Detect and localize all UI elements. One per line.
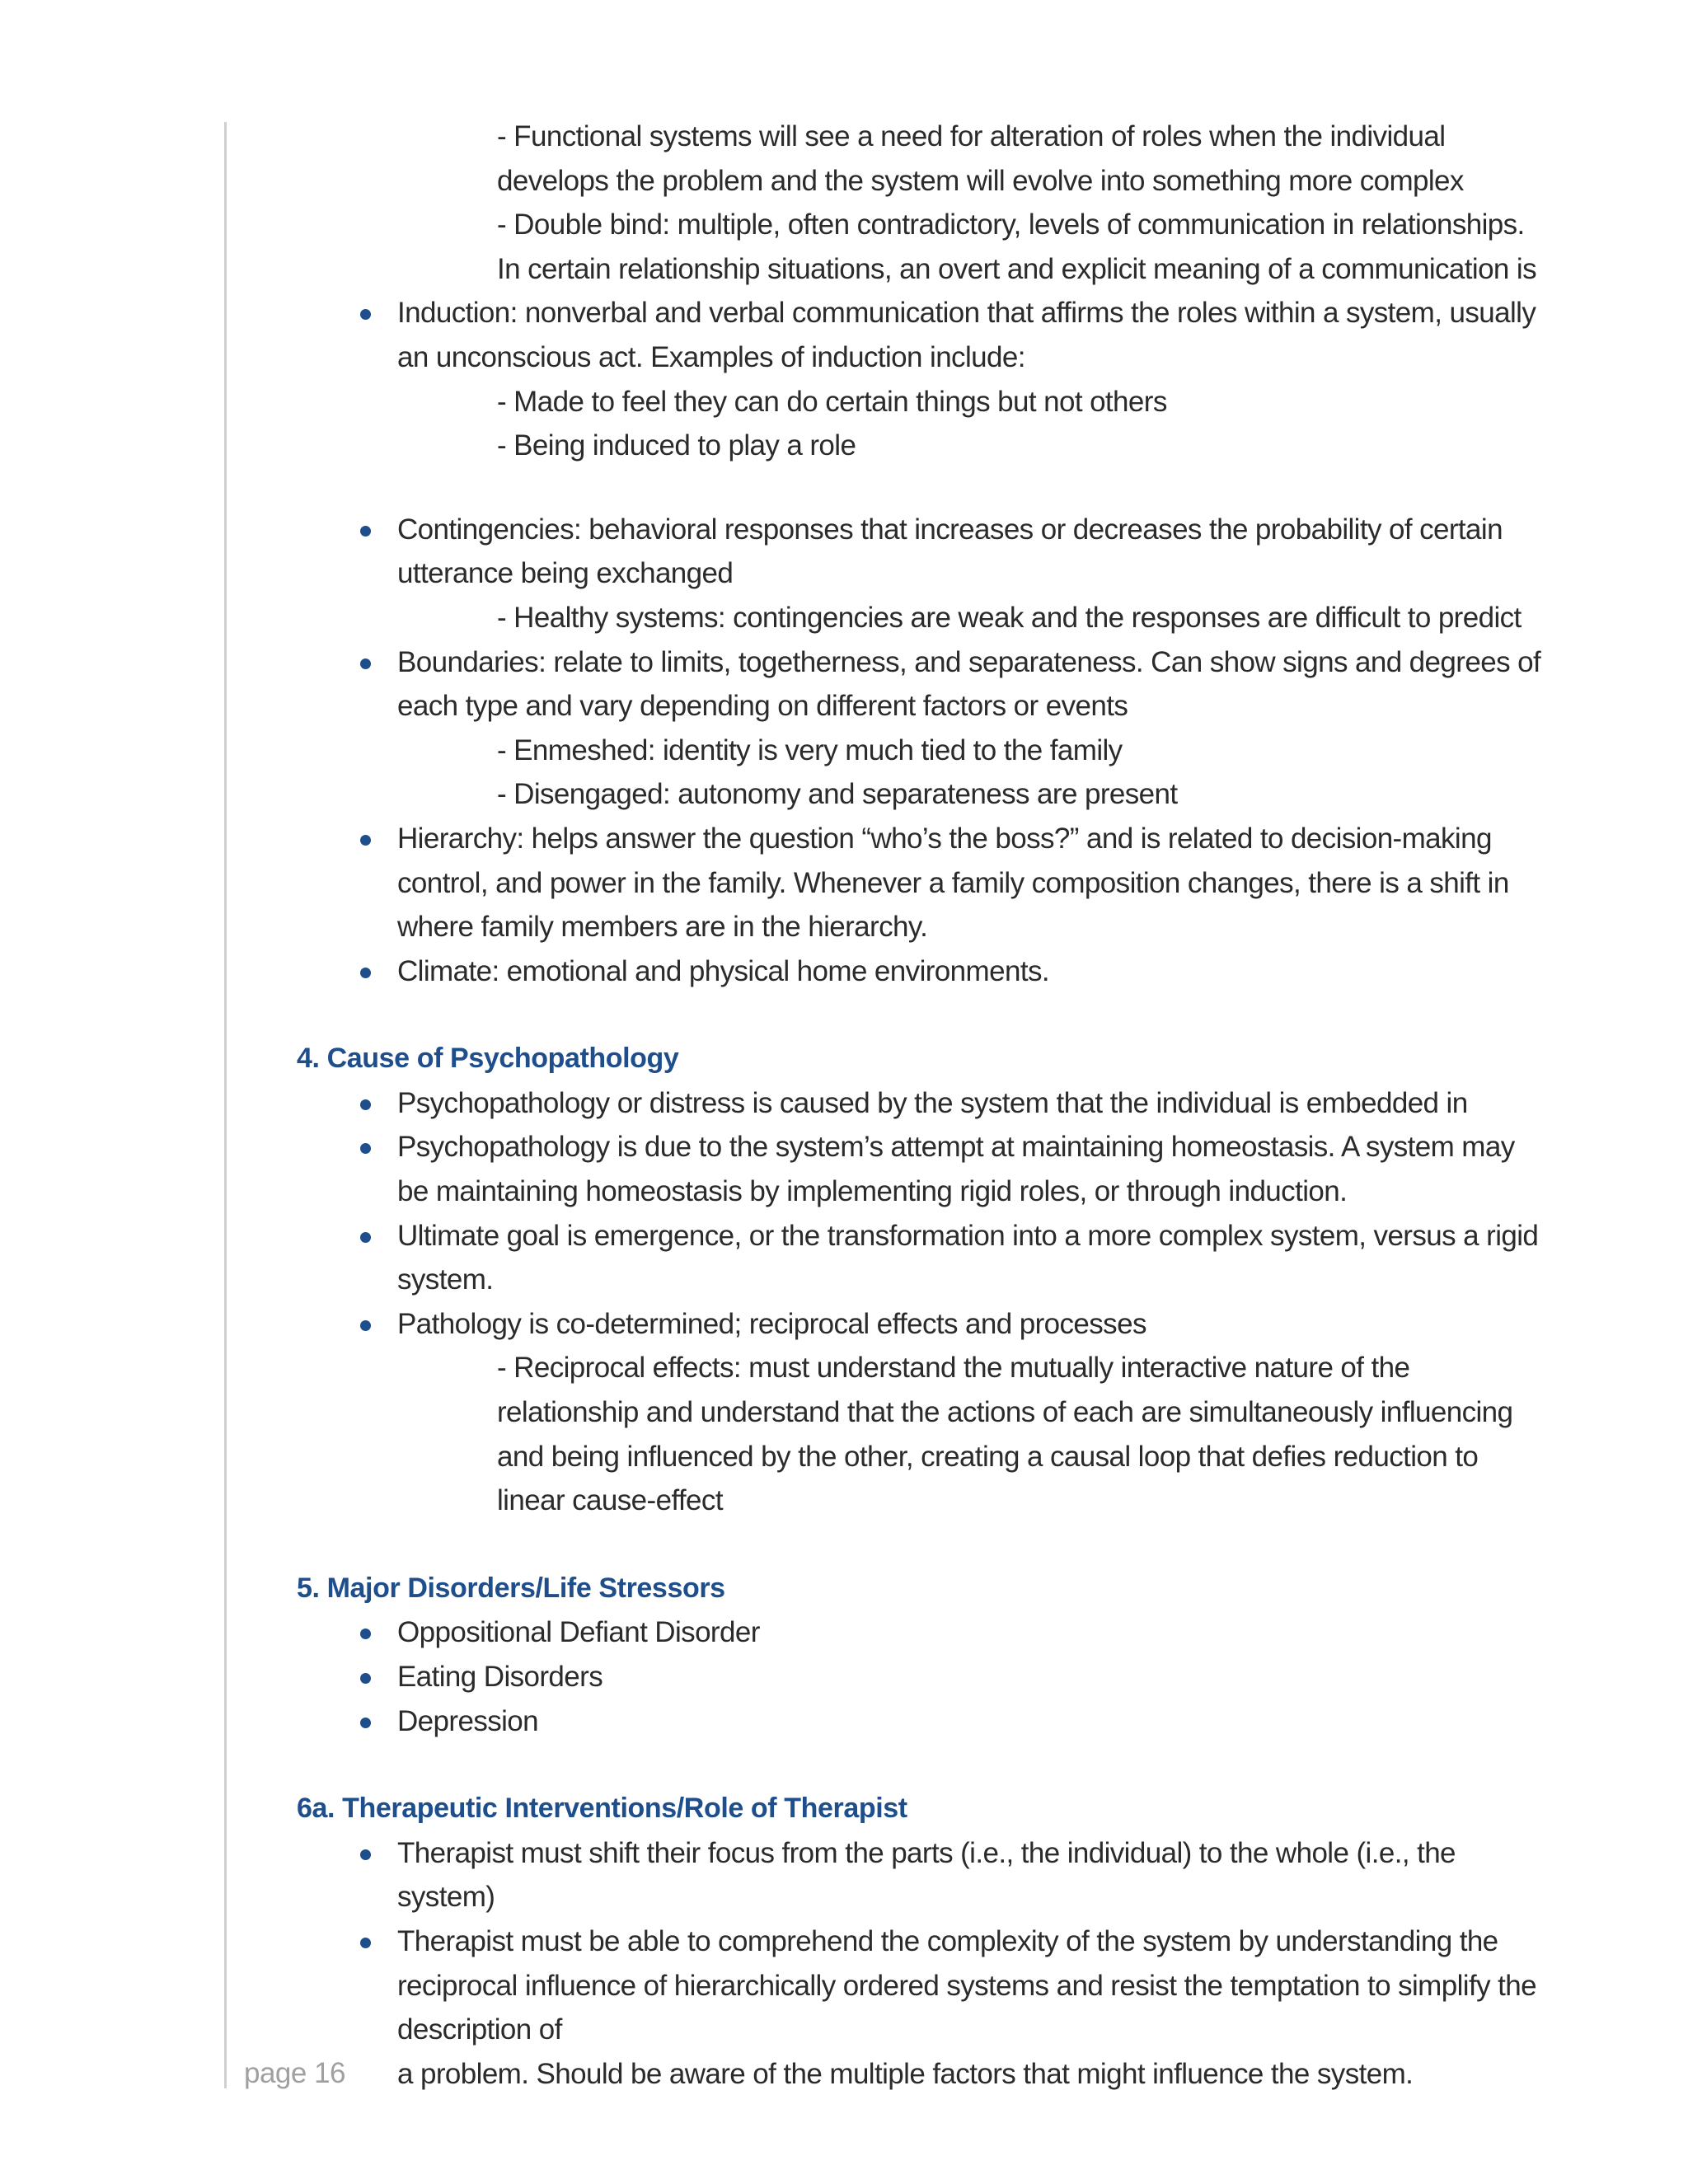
bullet-item: Hierarchy: helps answer the question “who’s the boss?” and is related to decision-making control, and power in the family. Whenever a family composition changes, there is a shift in where family members are in the hierarchy. [397,817,1550,949]
bullet-item: Pathology is co-determined; reciprocal effects and processes [397,1302,1550,1347]
sub-item: - Made to feel they can do certain things but not others [497,385,1167,418]
spacer [297,993,1550,1037]
sub-item: - Being induced to play a role [497,429,856,462]
bullet-item: Climate: emotional and physical home environments. [397,949,1550,994]
bullet-item: Eating Disorders [397,1655,1550,1699]
bullet-item: Depression [397,1699,1550,1744]
bullet-item: Oppositional Defiant Disorder [397,1610,1550,1655]
bullet-item: Psychopathology or distress is caused by the system that the individual is embedded in [397,1081,1550,1126]
left-margin-rule [224,122,227,2088]
bullet-item: Therapist must be able to comprehend the complexity of the system by understanding the reciprocal influence of hierarchically ordered systems and resist the temptation to simplify the description of a problem. Should be aware of the multiple factors that might influence the system. [397,1919,1550,2096]
spacer [297,468,1550,508]
document-body [297,115,1550,2096]
sub-item: - Double bind: multiple, often contradictory, levels of communication in relationships. In certain relationship situations, an overt and explicit meaning of a communication is [497,209,1537,285]
sub-item: - Healthy systems: contingencies are weak and the responses are difficult to predict [497,601,1522,634]
spacer [297,1523,1550,1567]
bullet-item: Induction: nonverbal and verbal communication that affirms the roles within a system, usually an unconscious act. Examples of induction include: [397,291,1550,379]
page-number: page 16 [244,2057,346,2089]
sub-item: - Enmeshed: identity is very much tied to the family [497,733,1123,766]
bullet-item: Boundaries: relate to limits, togetherness, and separateness. Can show signs and degrees of each type and vary depending on different factors or events [397,640,1550,729]
section-heading: 5. Major Disorders/Life Stressors [297,1572,725,1604]
section-heading: 6a. Therapeutic Interventions/Role of Therapist [297,1793,907,1825]
bullet-item: Ultimate goal is emergence, or the transformation into a more complex system, versus a rigid system. [397,1214,1550,1302]
bullet-item: Psychopathology is due to the system’s attempt at maintaining homeostasis. A system may be maintaining homeostasis by implementing rigid roles, or through induction. [397,1125,1550,1213]
spacer [297,1743,1550,1787]
sub-item: - Reciprocal effects: must understand the mutually interactive nature of the relationship and understand that the actions of each are simultaneously influencing and being influenced by the other, creating a causal loop that defies reduction to linear cause-effect [497,1352,1513,1517]
sub-item: - Disengaged: autonomy and separateness are present [497,778,1178,811]
bullet-item: Therapist must shift their focus from the parts (i.e., the individual) to the whole (i.e., the system) [397,1831,1550,1919]
bullet-item: Contingencies: behavioral responses that increases or decreases the probability of certain utterance being exchanged [397,508,1550,596]
section-heading: 4. Cause of Psychopathology [297,1043,679,1075]
sub-item: - Functional systems will see a need for alteration of roles when the individual develops the problem and the system will evolve into something more complex [497,120,1464,197]
